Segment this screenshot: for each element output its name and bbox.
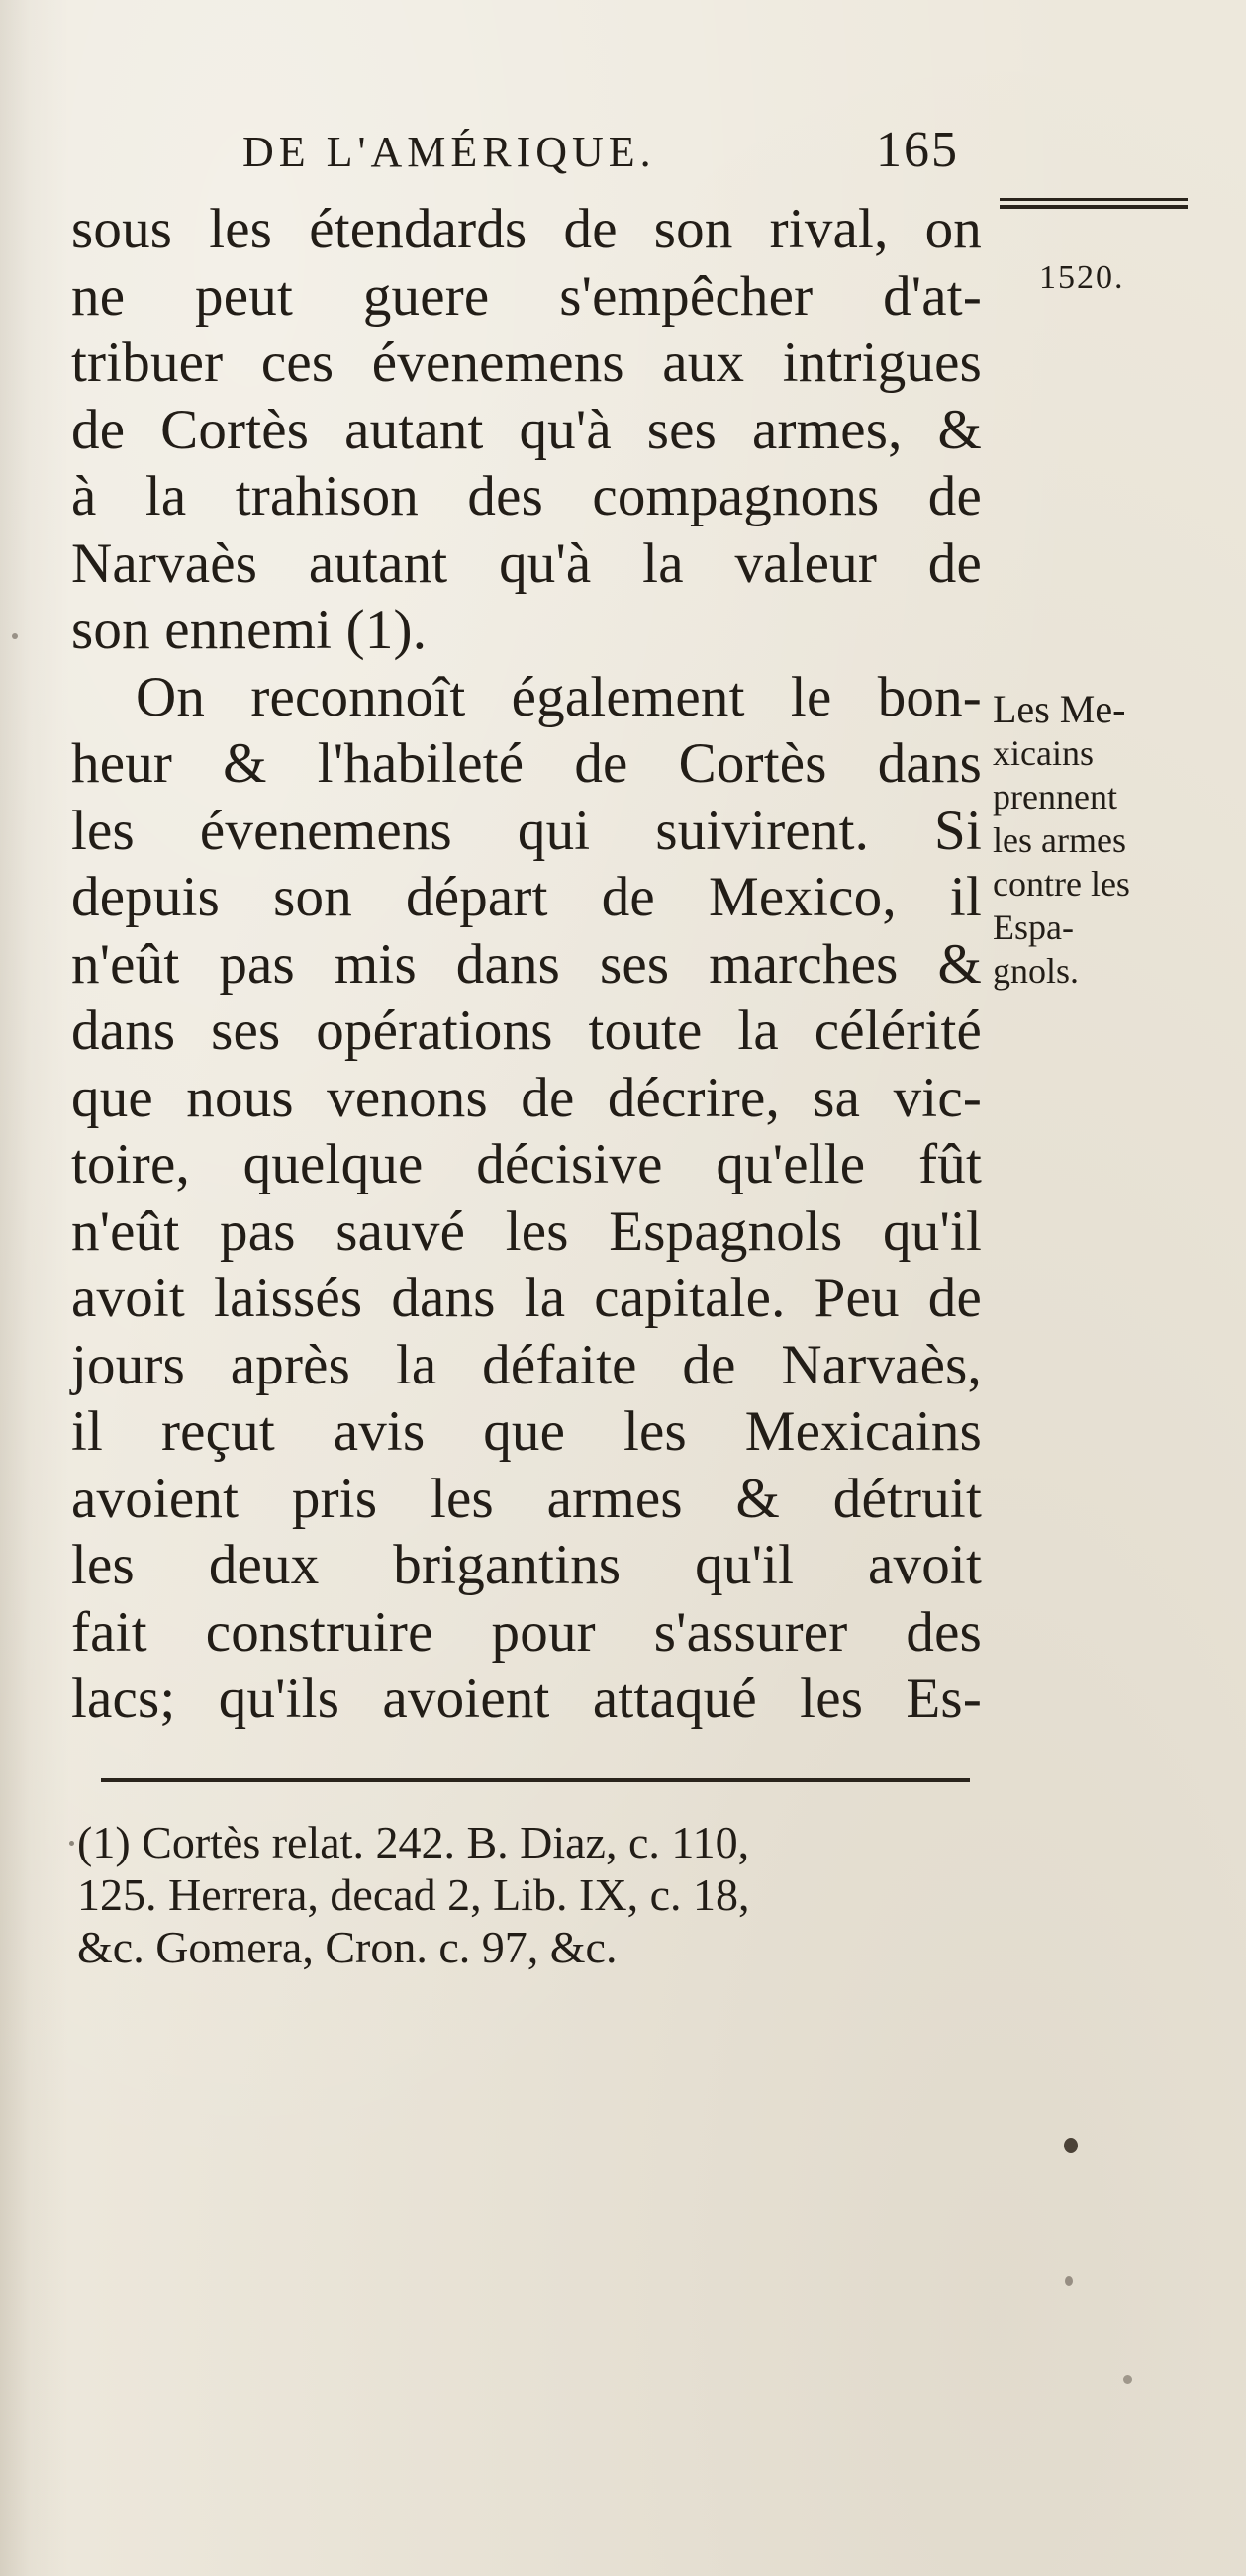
body-line: depuis son départ de Mexico, il [71, 866, 982, 928]
body-line: toire, quelque décisive qu'elle fût [71, 1133, 982, 1195]
marginal-note-line: prennent [993, 777, 1117, 816]
body-line: tribuer ces évenemens aux intrigues [71, 332, 982, 394]
body-text [71, 196, 982, 1733]
body-line: à la trahison des compagnons de [71, 465, 982, 527]
body-line: heur & l'habileté de Cortès dans [71, 732, 982, 795]
footnote-line: &c. Gomera, Cron. c. 97, &c. [77, 1922, 618, 1972]
body-line: ne peut guere s'empêcher d'at- [71, 264, 982, 328]
margin-rule [1000, 198, 1188, 212]
footnote-line: (1) Cortès relat. 242. B. Diaz, c. 110, [77, 1817, 750, 1867]
marginal-note-line: Les Me- [993, 687, 1126, 731]
margin-rule-bottom [1000, 205, 1188, 209]
body-line: lacs; qu'ils avoient attaqué les Es- [71, 1668, 982, 1730]
marginal-note [993, 688, 1240, 993]
body-line: que nous venons de décrire, sa vic- [71, 1066, 982, 1129]
body-line: Narvaès autant qu'à la valeur de [71, 531, 982, 595]
page-number: 165 [876, 122, 959, 178]
body-line: fait construire pour s'assurer des [71, 1600, 982, 1664]
footnotes [77, 1816, 988, 1973]
footnote-rule [101, 1778, 970, 1782]
marginal-note-line: gnols. [993, 951, 1080, 991]
marginal-note-line: contre les [993, 864, 1130, 904]
marginal-note-line: xicains [993, 733, 1094, 773]
body-line: les deux brigantins qu'il avoit [71, 1534, 982, 1596]
foxing-speck [1064, 2138, 1078, 2153]
body-line: jours après la défaite de Narvaès, [71, 1333, 982, 1396]
margin-rule-top [1000, 198, 1188, 201]
foxing-speck [1123, 2375, 1132, 2384]
foxing-speck [12, 633, 18, 639]
body-line: les évenemens qui suivirent. Si [71, 799, 982, 862]
body-line: On reconnoît également le bon- [136, 665, 982, 728]
foxing-speck [69, 1841, 74, 1846]
body-line: avoient pris les armes & détruit [71, 1467, 982, 1530]
body-line: avoit laissés dans la capitale. Peu de [71, 1267, 982, 1329]
body-line: sous les étendards de son rival, on [71, 198, 982, 260]
body-line: dans ses opérations toute la célérité [71, 1000, 982, 1062]
body-line: n'eût pas sauvé les Espagnols qu'il [71, 1199, 982, 1263]
foxing-speck [1065, 2276, 1073, 2286]
body-line: son ennemi (1). [71, 599, 428, 661]
body-line: il reçut avis que les Mexicains [71, 1400, 982, 1463]
footnote-line: 125. Herrera, decad 2, Lib. IX, c. 18, [77, 1869, 750, 1920]
running-head: DE L'AMÉRIQUE. [242, 128, 656, 176]
marginal-note-line: les armes [993, 820, 1126, 860]
marginal-note-line: Espa- [993, 907, 1074, 947]
margin-year: 1520. [1039, 259, 1125, 296]
body-line: de Cortès autant qu'à ses armes, & [71, 398, 982, 461]
body-line: n'eût pas mis dans ses marches & [71, 932, 982, 996]
